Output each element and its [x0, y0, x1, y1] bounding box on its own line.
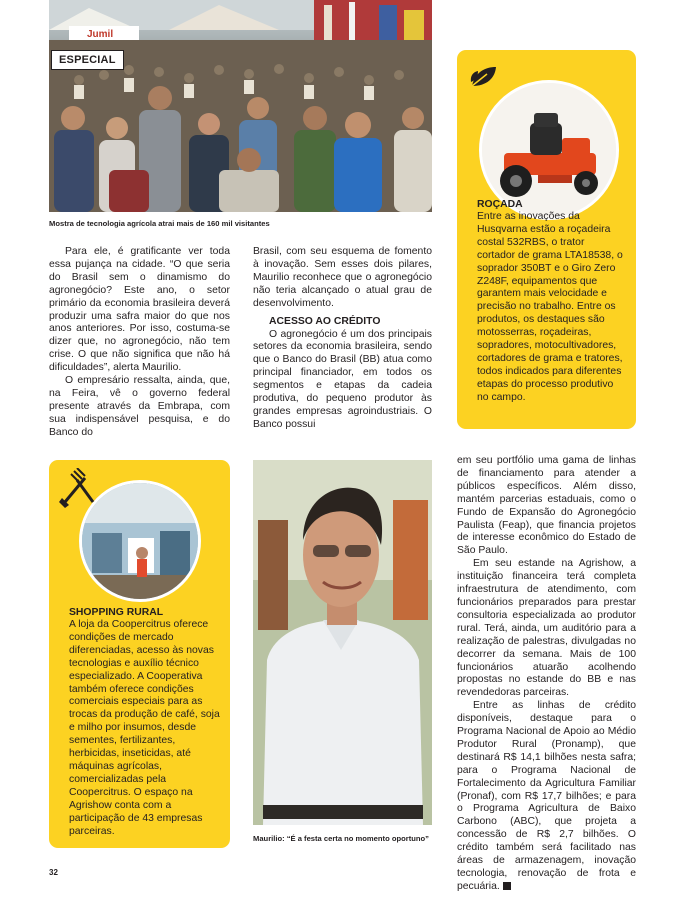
- portrait-illustration: [253, 460, 432, 825]
- rocada-sidebar: [457, 50, 636, 429]
- col3-paragraph-1: em seu portfólio uma gama de linhas de financiamento para atender a públicos específicos. Além disso, mantém parcerias estaduais, como o Fundo de Expansão do Agronegócio Paulista (Feap), que financia projetos de interesse econômico do Estado de São Paulo.: [457, 455, 636, 557]
- crowd-illustration: [49, 0, 432, 212]
- end-mark-icon: [503, 882, 511, 890]
- shovel-pitchfork-icon: [59, 468, 99, 508]
- shopping-rural-sidebar: [49, 460, 230, 848]
- rocada-text: Entre as inovações da Husqvarna estão a roçadeira costal 532RBS, o trator cortador de grama LTA18538, o soprador 350BT e o Giro Zero Z248F, equipamentos que garantem mais velocidade e precisão no trabalho. Entre os produtos, os destaques são motosserras, roçadeiras, sopradores, motocultivadores, cortadores de grama e tratores, todos indicados para diferentes etapas do processo produtivo no campo.: [477, 211, 623, 403]
- article-column-3: [457, 455, 636, 894]
- col3-paragraph-3-text: Entre as linhas de crédito disponíveis, destaque para o Programa Nacional de Apoio ao Médio Produtor Rural (Pronamp), que destinará R$ 14,1 bilhões nesta safra; para o Programa Nacional de Fortalecimento da Agricultura Familiar (Pronaf), com R$ 17,7 bilhões; e para o Programa Agricultura de Baixo Carbono (ABC), que projeta a concessão de R$ 2,7 bilhões. O crédito também será facilitado nas áreas de armazenagem, inovação tecnologia, renovação de frota e pecuária.: [457, 700, 636, 892]
- col3-paragraph-2: Em seu estande na Agrishow, a instituição financeira terá completa infraestrutura de atendimento, com funcionários preparados para prestar consultoria especializada ao produtor rural. Terá, ainda, um auditório para a realização de palestras, divulgadas no decorrer da semana. Mais de 100 funcionários atuarão acolhendo propostas no estande do BB e nas revendedoras parceiras.: [457, 558, 636, 699]
- sign-text: Jumil: [87, 29, 114, 40]
- article-column-2: [253, 246, 432, 432]
- store-illustration: [82, 483, 198, 599]
- top-photo-caption: Mostra de tecnologia agrícola atrai mais de 160 mil visitantes: [49, 219, 270, 228]
- rocada-title: ROÇADA: [477, 199, 523, 210]
- page-number: 32: [49, 868, 58, 877]
- leaf-icon: [469, 64, 499, 90]
- shopping-rural-title: SHOPPING RURAL: [69, 607, 164, 618]
- shopping-rural-text: A loja da Coopercitrus oferece condições de mercado diferenciadas, acesso às novas tecnologias e auxílio técnico especializado. A Cooperativa também oferece condições comerciais especiais para as trocas da produção de café, soja e milho por insumos, desde sementes, fertilizantes, herbicidas, inseticidas, até máquinas agrícolas, comercializadas pela Coopercitrus. O espaço na Agrishow conta com a participação de 43 empresas parceiras.: [69, 619, 220, 837]
- agrishow-crowd-photo: [49, 0, 432, 212]
- col2-paragraph-1: Brasil, com seu esquema de fomento à inovação. Sem esses dois pilares, Maurilio reconhece que o agronegócio não teria alcançado o atual grau de desenvolvimento.: [253, 246, 432, 309]
- col1-paragraph-1: Para ele, é gratificante ver toda essa pujança na cidade. “O que seria do Brasil sem o dinamismo do agronegócio? Este ano, o setor primário da economia brasileira deverá produzir uma safra maior do que nos anos anteriores. Por isso, costuma-se dizer que, no agronegócio, não tem crise. O que não significa que não há dificuldades”, alerta Maurilio.: [49, 246, 230, 374]
- mower-illustration: [482, 83, 616, 217]
- col3-paragraph-3: [457, 700, 636, 894]
- col2-paragraph-2: O agronegócio é um dos principais setores da economia brasileira, sendo que o Banco do Brasil (BB) atua como principal financiador, em todos os segmentos e etapas da cadeia produtiva, do pequeno produtor às grandes empresas agroindustriais. O Banco possui: [253, 328, 432, 430]
- article-column-1: [49, 246, 230, 440]
- maurilio-caption: Maurilio: “É a festa certa no momento oportuno”: [253, 834, 429, 843]
- section-label: ESPECIAL: [51, 50, 124, 70]
- col1-paragraph-2: O empresário ressalta, ainda, que, na Feira, vê o governo federal presente através da Embrapa, com sua indispensável pesquisa, e do Banco do: [49, 375, 230, 438]
- maurilio-photo: [253, 460, 432, 825]
- credit-heading: ACESSO AO CRÉDITO: [269, 315, 381, 327]
